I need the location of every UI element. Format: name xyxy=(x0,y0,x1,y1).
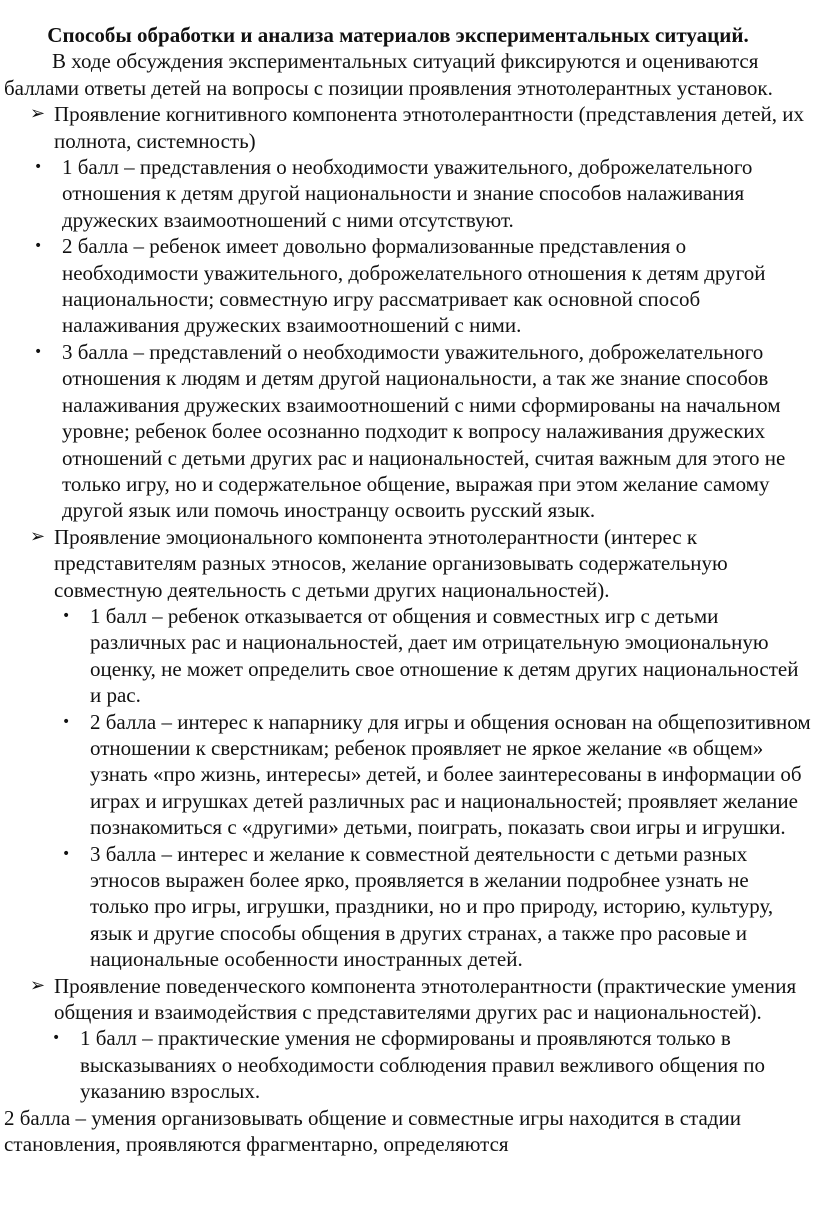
list-item xyxy=(4,233,812,339)
list-item-text: 1 балл – ребенок отказывается от общения и совместных игр с детьми различных рас и национальностей, дает им отрицательную эмоциональную оценку, не может определить свое отношение к детям других национальностей и рас. xyxy=(90,603,799,708)
section-heading: Проявление когнитивного компонента этнотолерантности (представления детей, их полнота, системность) xyxy=(54,102,805,153)
list-item xyxy=(4,339,812,524)
arrow-bullet-icon: ➢ xyxy=(30,103,46,125)
arrow-bullet-icon: ➢ xyxy=(30,974,46,996)
list-item-text: 3 балла – интерес и желание к совместной деятельности с детьми разных этносов выражен более ярко, проявляется в желании подробнее узнать не только про игры, игрушки, праздники, но и про природу, историю, культуру, язык и другие способы общения в других странах, а также про расовые и национальные особенности иностранных детей. xyxy=(90,841,774,972)
section-cognitive xyxy=(4,101,812,154)
bullet-icon: • xyxy=(34,238,43,255)
list-item xyxy=(4,603,812,709)
list-item xyxy=(4,1025,812,1104)
bullet-icon: • xyxy=(62,713,71,730)
list-item xyxy=(4,154,812,233)
trailing-paragraph: 2 балла – умения организовывать общение и совместные игры находится в стадии становления, проявляются фрагментарно, определяются xyxy=(4,1105,741,1157)
list-item xyxy=(4,709,812,841)
list-item-text: 2 балла – ребенок имеет довольно формализованные представления о необходимости уважительного, доброжелательного отношения к детям другой национальности; совместную игру рассматривает как основной способ налаживания дружеских взаимоотношений с ними. xyxy=(62,234,766,338)
list-item-text: 1 балл – представления о необходимости уважительного, доброжелательного отношения к детям другой национальности и знание способов налаживания дружеских взаимоотношений с ними отсутствуют. xyxy=(62,155,753,232)
bullet-icon: • xyxy=(62,607,71,624)
score-list-emotional xyxy=(4,603,812,973)
section-emotional xyxy=(4,524,812,603)
section-behavioral xyxy=(4,973,812,1026)
score-list-cognitive xyxy=(4,154,812,524)
score-list-behavioral xyxy=(4,1025,812,1104)
bullet-icon: • xyxy=(34,343,43,360)
intro-paragraph: В ходе обсуждения экспериментальных ситуаций фиксируются и оцениваются баллами ответы детей на вопросы с позиции проявления этнотолерантных установок. xyxy=(4,49,773,100)
bullet-icon: • xyxy=(62,845,71,862)
section-heading: Проявление поведенческого компонента этнотолерантности (практические умения общения и взаимодействия с представителями других рас и национальностей). xyxy=(54,973,797,1025)
list-item-text: 1 балл – практические умения не сформированы и проявляются только в высказываниях о необходимости соблюдения правил вежливого общения по указанию взрослых. xyxy=(80,1026,765,1104)
list-item-text: 3 балла – представлений о необходимости уважительного, доброжелательного отношения к людям и детям другой национальности, а так же знание способов налаживания дружеских взаимоотношений с ними сформированы на начальном уровне; ребенок более осознанно подходит к вопросу налаживания дружеских отношений с детьми других рас и национальностей, считая важным для этого не только игру, но и содержательное общение, выражая при этом желание самому другой язык или помочь иностранцу освоить русский язык. xyxy=(62,339,786,523)
list-item xyxy=(4,841,812,973)
bullet-icon: • xyxy=(52,1030,61,1047)
section-heading: Проявление эмоционального компонента этнотолерантности (интерес к представителям разных этносов, желание организовывать содержательную совместную деятельность с детьми других национальностей). xyxy=(54,524,728,602)
document-title: Способы обработки и анализа материалов экспериментальных ситуаций. xyxy=(47,23,749,47)
list-item-text: 2 балла – интерес к напарнику для игры и общения основан на общепозитивном отношении к сверстникам; ребенок проявляет не яркое желание «в общем» узнать «про жизнь, интересы» детей, и более заинтересованы в информации об играх и игрушках детей различных рас и национальностей; проявляет желание познакомиться с «другими» детьми, поиграть, показать свои игры и игрушки. xyxy=(90,709,811,840)
arrow-bullet-icon: ➢ xyxy=(30,525,46,547)
bullet-icon: • xyxy=(34,159,43,176)
